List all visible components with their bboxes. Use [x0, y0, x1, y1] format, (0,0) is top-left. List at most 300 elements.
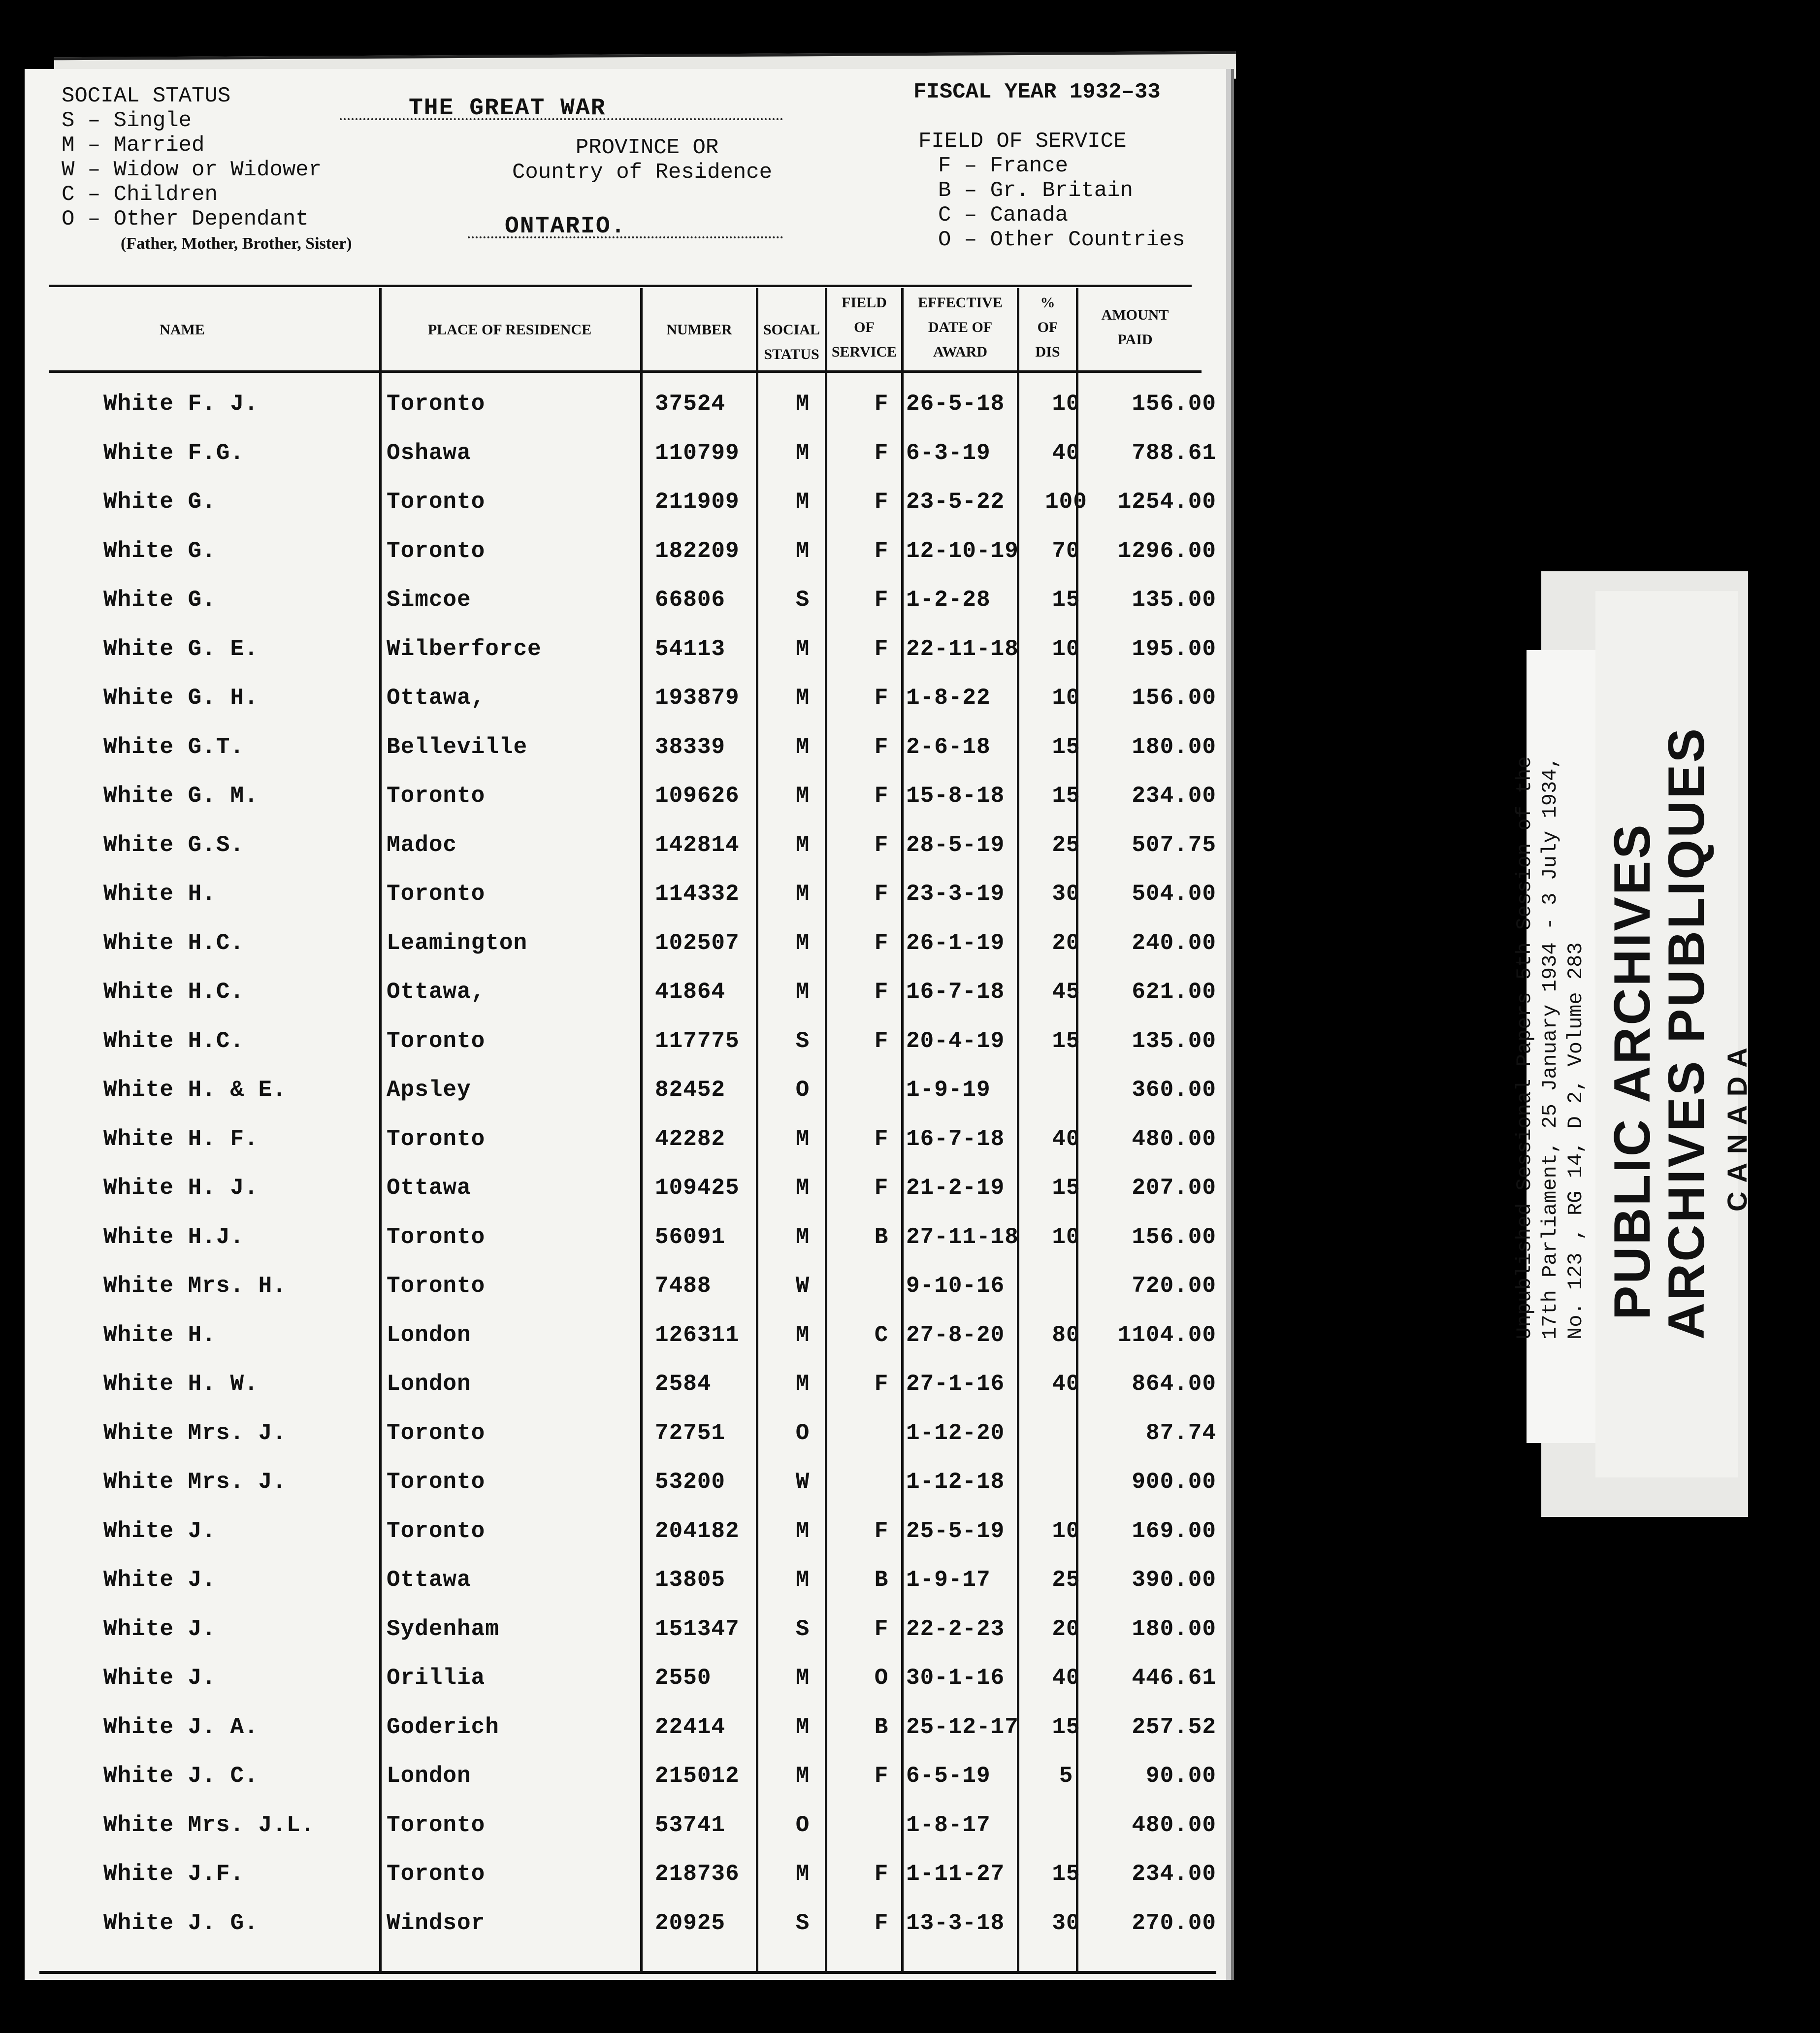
- public-archives-heading: PUBLIC ARCHIVES: [1604, 822, 1661, 1320]
- row-number: 22414: [655, 1714, 726, 1740]
- row-social-status: O: [795, 1420, 810, 1446]
- table-row: [25, 874, 1226, 914]
- legend-item: O – Other Countries: [938, 228, 1185, 252]
- row-amount-paid: 390.00: [1132, 1567, 1216, 1593]
- row-number: 102507: [655, 930, 740, 956]
- table-row: [25, 1707, 1226, 1747]
- row-place: Ottawa,: [387, 979, 486, 1005]
- table-row: [25, 1658, 1226, 1698]
- row-name: White G. H.: [103, 685, 259, 711]
- row-field-of-service: F: [874, 1126, 889, 1152]
- row-effective-date: 1-9-19: [906, 1077, 991, 1103]
- row-field-of-service: F: [874, 538, 889, 564]
- row-effective-date: 26-5-18: [906, 391, 1005, 417]
- col-head-line: DATE OF: [928, 319, 993, 335]
- row-place: Toronto: [387, 1420, 486, 1446]
- table-row: [25, 1511, 1226, 1551]
- row-place: Toronto: [387, 489, 486, 515]
- table-row: [25, 531, 1226, 571]
- row-social-status: O: [795, 1077, 810, 1103]
- row-percent-disability: 15: [1052, 1028, 1080, 1054]
- row-number: 204182: [655, 1518, 740, 1544]
- row-place: Leamington: [387, 930, 528, 956]
- row-place: Toronto: [387, 1812, 486, 1838]
- col-head-line: SERVICE: [831, 344, 897, 360]
- row-name: White J. A.: [103, 1714, 259, 1740]
- table-row: [25, 1070, 1226, 1110]
- row-place: Ottawa,: [387, 685, 486, 711]
- row-amount-paid: 504.00: [1132, 881, 1216, 907]
- row-percent-disability: 15: [1052, 734, 1080, 760]
- row-amount-paid: 156.00: [1132, 391, 1216, 417]
- row-amount-paid: 156.00: [1132, 1224, 1216, 1250]
- row-number: 66806: [655, 587, 726, 613]
- field-of-service-title: FIELD OF SERVICE: [918, 129, 1127, 154]
- col-head-number: NUMBER: [666, 322, 732, 338]
- table-row: [25, 1756, 1226, 1796]
- row-number: 151347: [655, 1616, 740, 1642]
- table-row: [25, 580, 1226, 620]
- row-number: 211909: [655, 489, 740, 515]
- row-number: 53741: [655, 1812, 726, 1838]
- label-line: 17th Parliament, 25 January 1934 - 3 July 1934,: [1538, 756, 1562, 1340]
- row-place: Toronto: [387, 1518, 486, 1544]
- row-percent-disability: 15: [1052, 1861, 1080, 1887]
- row-place: Goderich: [387, 1714, 499, 1740]
- row-effective-date: 25-12-17: [906, 1714, 1019, 1740]
- row-amount-paid: 257.52: [1132, 1714, 1216, 1740]
- row-effective-date: 23-3-19: [906, 881, 1005, 907]
- row-effective-date: 1-2-28: [906, 587, 991, 613]
- row-effective-date: 28-5-19: [906, 832, 1005, 858]
- row-social-status: W: [795, 1469, 810, 1495]
- row-percent-disability: 10: [1052, 685, 1080, 711]
- row-place: Toronto: [387, 391, 486, 417]
- row-percent-disability: 40: [1052, 1126, 1080, 1152]
- row-name: White H. & E.: [103, 1077, 287, 1103]
- row-amount-paid: 1104.00: [1117, 1322, 1216, 1348]
- row-field-of-service: F: [874, 1175, 889, 1201]
- row-amount-paid: 1254.00: [1117, 489, 1216, 515]
- label-line: Unpublished Sessional Papers 5th Session of the: [1513, 756, 1536, 1340]
- table-row: [25, 972, 1226, 1012]
- row-field-of-service: F: [874, 440, 889, 466]
- table-row: [25, 384, 1226, 424]
- dependant-note: (Father, Mother, Brother, Sister): [121, 234, 352, 253]
- row-place: Toronto: [387, 1273, 486, 1299]
- legend-item: F – France: [938, 154, 1069, 178]
- table-row: [25, 1413, 1226, 1453]
- col-head-line: DIS: [1035, 344, 1060, 360]
- table-row: [25, 1266, 1226, 1306]
- row-amount-paid: 234.00: [1132, 783, 1216, 809]
- row-number: 2550: [655, 1665, 712, 1691]
- row-field-of-service: F: [874, 1616, 889, 1642]
- row-social-status: M: [795, 1126, 810, 1152]
- table-row: [25, 482, 1226, 522]
- row-place: Wilberforce: [387, 636, 542, 662]
- row-social-status: M: [795, 636, 810, 662]
- row-effective-date: 30-1-16: [906, 1665, 1005, 1691]
- row-number: 38339: [655, 734, 726, 760]
- row-place: Toronto: [387, 538, 486, 564]
- row-effective-date: 2-6-18: [906, 734, 991, 760]
- row-effective-date: 16-7-18: [906, 1126, 1005, 1152]
- row-effective-date: 6-5-19: [906, 1763, 991, 1789]
- row-name: White F.G.: [103, 440, 245, 466]
- row-field-of-service: F: [874, 1861, 889, 1887]
- col-head-line: AWARD: [933, 344, 987, 360]
- row-effective-date: 1-9-17: [906, 1567, 991, 1593]
- row-number: 126311: [655, 1322, 740, 1348]
- row-number: 110799: [655, 440, 740, 466]
- row-place: Simcoe: [387, 587, 471, 613]
- legend-item: M – Married: [62, 133, 205, 158]
- row-social-status: M: [795, 734, 810, 760]
- row-field-of-service: F: [874, 489, 889, 515]
- row-social-status: O: [795, 1812, 810, 1838]
- row-amount-paid: 135.00: [1132, 1028, 1216, 1054]
- archives-publiques-heading: ARCHIVES PUBLIQUES: [1658, 726, 1715, 1340]
- war-title: THE GREAT WAR: [409, 95, 606, 122]
- table-row: [25, 1854, 1226, 1894]
- row-amount-paid: 480.00: [1132, 1812, 1216, 1838]
- row-place: Orillia: [387, 1665, 486, 1691]
- row-percent-disability: 15: [1052, 1175, 1080, 1201]
- row-name: White J. G.: [103, 1910, 259, 1936]
- col-head-line: SOCIAL: [763, 322, 820, 338]
- row-name: White Mrs. J.L.: [103, 1812, 315, 1838]
- table-row: [25, 1903, 1226, 1943]
- row-field-of-service: F: [874, 930, 889, 956]
- row-field-of-service: F: [874, 1371, 889, 1397]
- row-percent-disability: 10: [1052, 636, 1080, 662]
- row-number: 193879: [655, 685, 740, 711]
- row-effective-date: 16-7-18: [906, 979, 1005, 1005]
- row-number: 7488: [655, 1273, 712, 1299]
- row-name: White H.C.: [103, 979, 245, 1005]
- row-place: London: [387, 1322, 471, 1348]
- row-place: Ottawa: [387, 1175, 471, 1201]
- table-row: [25, 629, 1226, 669]
- row-field-of-service: F: [874, 1028, 889, 1054]
- row-social-status: M: [795, 1665, 810, 1691]
- row-number: 82452: [655, 1077, 726, 1103]
- row-number: 72751: [655, 1420, 726, 1446]
- row-name: White H.J.: [103, 1224, 245, 1250]
- row-amount-paid: 480.00: [1132, 1126, 1216, 1152]
- table-row: [25, 1119, 1226, 1159]
- row-amount-paid: 900.00: [1132, 1469, 1216, 1495]
- row-field-of-service: B: [874, 1567, 889, 1593]
- row-field-of-service: F: [874, 832, 889, 858]
- row-place: Toronto: [387, 1028, 486, 1054]
- row-amount-paid: 87.74: [1145, 1420, 1216, 1446]
- row-field-of-service: B: [874, 1224, 889, 1250]
- row-social-status: M: [795, 391, 810, 417]
- row-name: White H.C.: [103, 1028, 245, 1054]
- row-percent-disability: 25: [1052, 1567, 1080, 1593]
- row-social-status: S: [795, 1616, 810, 1642]
- row-field-of-service: F: [874, 1518, 889, 1544]
- row-field-of-service: F: [874, 881, 889, 907]
- row-field-of-service: F: [874, 636, 889, 662]
- row-name: White Mrs. J.: [103, 1420, 287, 1446]
- row-place: London: [387, 1371, 471, 1397]
- row-amount-paid: 621.00: [1132, 979, 1216, 1005]
- row-number: 114332: [655, 881, 740, 907]
- row-field-of-service: F: [874, 587, 889, 613]
- row-social-status: M: [795, 489, 810, 515]
- row-field-of-service: F: [874, 1763, 889, 1789]
- row-percent-disability: 100: [1045, 489, 1087, 515]
- row-field-of-service: O: [874, 1665, 889, 1691]
- row-social-status: M: [795, 440, 810, 466]
- row-field-of-service: F: [874, 734, 889, 760]
- row-effective-date: 1-11-27: [906, 1861, 1005, 1887]
- row-place: Windsor: [387, 1910, 486, 1936]
- row-name: White J. C.: [103, 1763, 259, 1789]
- legend-item: S – Single: [62, 108, 192, 133]
- legend-item: B – Gr. Britain: [938, 178, 1134, 203]
- table-row: [25, 825, 1226, 865]
- row-social-status: S: [795, 587, 810, 613]
- row-number: 53200: [655, 1469, 726, 1495]
- row-social-status: M: [795, 1175, 810, 1201]
- row-place: Toronto: [387, 881, 486, 907]
- row-name: White J.: [103, 1616, 216, 1642]
- row-place: Toronto: [387, 1469, 486, 1495]
- row-amount-paid: 135.00: [1132, 587, 1216, 613]
- row-percent-disability: 30: [1052, 881, 1080, 907]
- table-row: [25, 1315, 1226, 1355]
- row-social-status: S: [795, 1028, 810, 1054]
- row-amount-paid: 360.00: [1132, 1077, 1216, 1103]
- row-name: White H.: [103, 1322, 216, 1348]
- row-place: Madoc: [387, 832, 457, 858]
- table-row: [25, 923, 1226, 963]
- row-number: 109626: [655, 783, 740, 809]
- row-number: 20925: [655, 1910, 726, 1936]
- table-row: [25, 433, 1226, 473]
- row-name: White J.: [103, 1665, 216, 1691]
- row-effective-date: 21-2-19: [906, 1175, 1005, 1201]
- col-head-line: OF: [1037, 319, 1058, 335]
- row-amount-paid: 1296.00: [1117, 538, 1216, 564]
- table-row: [25, 1364, 1226, 1404]
- province-label-line: PROVINCE OR: [575, 135, 719, 160]
- table-row: [25, 727, 1226, 767]
- row-name: White Mrs. J.: [103, 1469, 287, 1495]
- row-effective-date: 27-1-16: [906, 1371, 1005, 1397]
- col-head-line: FIELD: [842, 295, 887, 311]
- col-head-line: OF: [854, 319, 875, 335]
- row-percent-disability: 15: [1052, 1714, 1080, 1740]
- table-row: [25, 1805, 1226, 1845]
- row-name: White F. J.: [103, 391, 259, 417]
- row-name: White Mrs. H.: [103, 1273, 287, 1299]
- row-amount-paid: 864.00: [1132, 1371, 1216, 1397]
- col-head-name: NAME: [160, 322, 205, 338]
- row-percent-disability: 45: [1052, 979, 1080, 1005]
- row-name: White G.: [103, 489, 216, 515]
- row-number: 41864: [655, 979, 726, 1005]
- row-name: White H. F.: [103, 1126, 259, 1152]
- row-name: White G. E.: [103, 636, 259, 662]
- row-percent-disability: 25: [1052, 832, 1080, 858]
- row-field-of-service: F: [874, 391, 889, 417]
- legend-item: O – Other Dependant: [62, 207, 309, 231]
- row-social-status: M: [795, 881, 810, 907]
- row-effective-date: 15-8-18: [906, 783, 1005, 809]
- row-number: 182209: [655, 538, 740, 564]
- row-social-status: M: [795, 1224, 810, 1250]
- col-head-line: AMOUNT: [1101, 307, 1169, 323]
- row-place: Belleville: [387, 734, 528, 760]
- row-name: White G. M.: [103, 783, 259, 809]
- label-line: No. 123 , RG 14, D 2, Volume 283: [1564, 942, 1588, 1340]
- row-field-of-service: B: [874, 1714, 889, 1740]
- province-label-line: Country of Residence: [512, 160, 773, 185]
- row-percent-disability: 80: [1052, 1322, 1080, 1348]
- ledger-sheet: [25, 69, 1231, 1980]
- row-place: Sydenham: [387, 1616, 499, 1642]
- table-row: [25, 678, 1226, 718]
- row-effective-date: 20-4-19: [906, 1028, 1005, 1054]
- row-effective-date: 27-11-18: [906, 1224, 1019, 1250]
- row-social-status: M: [795, 1861, 810, 1887]
- row-place: Toronto: [387, 1126, 486, 1152]
- row-percent-disability: 40: [1052, 1371, 1080, 1397]
- row-social-status: S: [795, 1910, 810, 1936]
- row-name: White G.T.: [103, 734, 245, 760]
- fiscal-year: FISCAL YEAR 1932–33: [913, 80, 1161, 104]
- table-row: [25, 1168, 1226, 1208]
- row-effective-date: 22-2-23: [906, 1616, 1005, 1642]
- row-name: White H.: [103, 881, 216, 907]
- row-number: 13805: [655, 1567, 726, 1593]
- row-effective-date: 25-5-19: [906, 1518, 1005, 1544]
- table-row: [25, 776, 1226, 816]
- col-head-line: STATUS: [764, 346, 819, 362]
- table-row: [25, 1021, 1226, 1061]
- row-field-of-service: F: [874, 783, 889, 809]
- table-row: [25, 1609, 1226, 1649]
- row-place: Oshawa: [387, 440, 471, 466]
- row-effective-date: 22-11-18: [906, 636, 1019, 662]
- row-field-of-service: F: [874, 1910, 889, 1936]
- col-head-line: PAID: [1117, 331, 1153, 348]
- row-amount-paid: 270.00: [1132, 1910, 1216, 1936]
- row-amount-paid: 156.00: [1132, 685, 1216, 711]
- row-effective-date: 12-10-19: [906, 538, 1019, 564]
- row-number: 117775: [655, 1028, 740, 1054]
- row-field-of-service: C: [874, 1322, 889, 1348]
- row-name: White J.: [103, 1518, 216, 1544]
- row-effective-date: 1-8-22: [906, 685, 991, 711]
- row-place: Toronto: [387, 1861, 486, 1887]
- row-percent-disability: 70: [1052, 538, 1080, 564]
- row-social-status: M: [795, 979, 810, 1005]
- row-social-status: M: [795, 832, 810, 858]
- canada-heading: CANADA: [1722, 1039, 1753, 1212]
- row-social-status: M: [795, 930, 810, 956]
- row-amount-paid: 169.00: [1132, 1518, 1216, 1544]
- ledger-rows: [25, 69, 1226, 1980]
- row-name: White H.C.: [103, 930, 245, 956]
- row-social-status: M: [795, 1322, 810, 1348]
- row-effective-date: 1-12-18: [906, 1469, 1005, 1495]
- row-percent-disability: 30: [1052, 1910, 1080, 1936]
- row-social-status: M: [795, 1518, 810, 1544]
- col-head-place: PLACE OF RESIDENCE: [427, 322, 592, 338]
- row-effective-date: 6-3-19: [906, 440, 991, 466]
- row-percent-disability: 20: [1052, 1616, 1080, 1642]
- row-percent-disability: 10: [1052, 391, 1080, 417]
- row-amount-paid: 90.00: [1145, 1763, 1216, 1789]
- row-amount-paid: 240.00: [1132, 930, 1216, 956]
- row-percent-disability: 10: [1052, 1518, 1080, 1544]
- row-social-status: M: [795, 1763, 810, 1789]
- col-head-line: %: [1040, 295, 1055, 311]
- row-name: White H. J.: [103, 1175, 259, 1201]
- row-name: White G.: [103, 587, 216, 613]
- social-status-title: SOCIAL STATUS: [62, 84, 231, 108]
- row-name: White H. W.: [103, 1371, 259, 1397]
- province-value: ONTARIO.: [505, 213, 626, 240]
- row-effective-date: 26-1-19: [906, 930, 1005, 956]
- row-percent-disability: 5: [1059, 1763, 1073, 1789]
- row-percent-disability: 10: [1052, 1224, 1080, 1250]
- row-effective-date: 9-10-16: [906, 1273, 1005, 1299]
- row-social-status: M: [795, 1714, 810, 1740]
- row-place: Toronto: [387, 783, 486, 809]
- row-social-status: M: [795, 783, 810, 809]
- row-amount-paid: 195.00: [1132, 636, 1216, 662]
- row-percent-disability: 15: [1052, 587, 1080, 613]
- col-head-line: EFFECTIVE: [918, 295, 1003, 311]
- table-row: [25, 1462, 1226, 1502]
- row-amount-paid: 507.75: [1132, 832, 1216, 858]
- row-effective-date: 13-3-18: [906, 1910, 1005, 1936]
- row-field-of-service: F: [874, 685, 889, 711]
- row-number: 109425: [655, 1175, 740, 1201]
- row-number: 215012: [655, 1763, 740, 1789]
- row-effective-date: 23-5-22: [906, 489, 1005, 515]
- row-amount-paid: 234.00: [1132, 1861, 1216, 1887]
- row-number: 56091: [655, 1224, 726, 1250]
- row-place: London: [387, 1763, 471, 1789]
- row-place: Apsley: [387, 1077, 471, 1103]
- row-social-status: W: [795, 1273, 810, 1299]
- row-number: 42282: [655, 1126, 726, 1152]
- row-social-status: M: [795, 685, 810, 711]
- row-amount-paid: 788.61: [1132, 440, 1216, 466]
- row-place: Toronto: [387, 1224, 486, 1250]
- row-percent-disability: 20: [1052, 930, 1080, 956]
- row-amount-paid: 180.00: [1132, 734, 1216, 760]
- row-effective-date: 1-8-17: [906, 1812, 991, 1838]
- legend-item: C – Canada: [938, 203, 1069, 228]
- row-number: 54113: [655, 636, 726, 662]
- row-amount-paid: 446.61: [1132, 1665, 1216, 1691]
- legend-item: C – Children: [62, 182, 218, 207]
- row-name: White G.S.: [103, 832, 245, 858]
- row-percent-disability: 40: [1052, 440, 1080, 466]
- table-row: [25, 1560, 1226, 1600]
- row-name: White J.F.: [103, 1861, 245, 1887]
- row-field-of-service: F: [874, 979, 889, 1005]
